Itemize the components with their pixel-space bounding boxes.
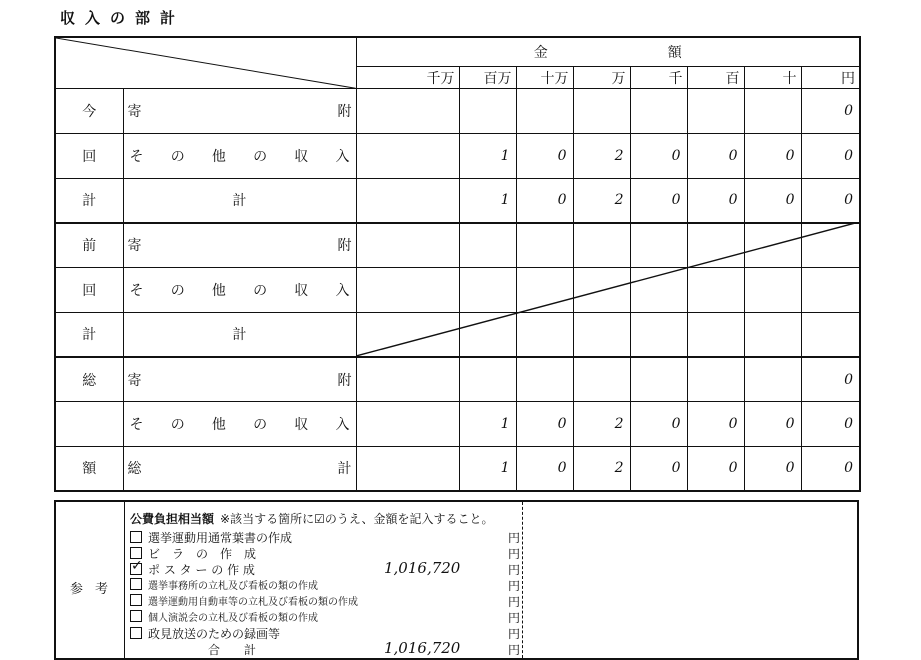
checkbox[interactable] <box>130 627 142 639</box>
reference-item-amount: 1,016,720 <box>384 559 461 577</box>
digit-cell: 0 <box>744 446 801 491</box>
reference-item-label: 選挙運動用通常葉書の作成 <box>148 531 293 545</box>
row-label-char: 入 <box>335 416 350 433</box>
digit-cell <box>687 268 744 313</box>
digit-cell <box>630 312 687 357</box>
digit-cell <box>687 312 744 357</box>
reference-side-label: 参考 <box>56 502 125 658</box>
digit-cell <box>356 446 459 491</box>
digit-cell: 0 <box>516 446 573 491</box>
digit-cell: 0 <box>516 133 573 178</box>
reference-item <box>126 545 522 561</box>
row-label <box>123 89 356 134</box>
checkbox[interactable] <box>130 578 142 590</box>
reference-item-label: 政見放送のための録画等 <box>148 627 281 641</box>
digit-cell <box>744 268 801 313</box>
digit-cell <box>356 178 459 223</box>
digit-cell <box>459 89 516 134</box>
digit-cell <box>744 312 801 357</box>
digit-cell <box>573 268 630 313</box>
reference-item <box>126 625 522 641</box>
digit-cell: 0 <box>630 133 687 178</box>
reference-item <box>126 561 522 577</box>
digit-cell <box>573 312 630 357</box>
yen-unit: 円 <box>507 595 520 609</box>
row-label <box>123 133 356 178</box>
digit-cell: 2 <box>573 178 630 223</box>
digit-cell: 0 <box>687 133 744 178</box>
row-label-left: 寄 <box>127 238 142 255</box>
row-label-right: 附 <box>337 372 352 389</box>
yen-unit: 円 <box>507 547 520 561</box>
reference-item-label: ポ ス タ ー の 作 成 <box>148 563 255 577</box>
row-label-char: の <box>170 148 185 165</box>
digit-cell: 0 <box>630 446 687 491</box>
unit-header-4: 千 <box>630 66 687 88</box>
section-0-group-char-2: 計 <box>55 178 123 223</box>
digit-cell <box>356 357 459 402</box>
header-diagonal-cell <box>55 37 356 89</box>
digit-cell <box>687 89 744 134</box>
checkbox[interactable] <box>130 531 142 543</box>
row-label-center: 計 <box>232 327 247 344</box>
digit-cell <box>459 268 516 313</box>
unit-header-3: 万 <box>573 66 630 88</box>
digit-cell: 1 <box>459 446 516 491</box>
row-label-char: 他 <box>211 282 226 299</box>
section-2-group-char-1 <box>55 402 123 447</box>
digit-cell: 2 <box>573 402 630 447</box>
reference-item <box>126 641 522 657</box>
digit-cell <box>687 357 744 402</box>
digit-cell: 0 <box>801 178 860 223</box>
reference-box <box>54 500 859 660</box>
digit-cell <box>459 223 516 268</box>
row-label-left: 総 <box>127 461 142 478</box>
row-label-right: 計 <box>337 461 352 478</box>
digit-cell <box>459 357 516 402</box>
amount-header: 金額 <box>356 37 860 66</box>
digit-cell: 1 <box>459 133 516 178</box>
reference-item <box>126 577 522 593</box>
row-label-char: そ <box>129 416 144 433</box>
section-1-group-char-1: 回 <box>55 268 123 313</box>
yen-unit: 円 <box>507 611 520 625</box>
digit-cell: 0 <box>801 133 860 178</box>
digit-cell: 0 <box>630 402 687 447</box>
digit-cell <box>630 89 687 134</box>
reference-item <box>126 593 522 609</box>
row-label-char: 収 <box>294 148 309 165</box>
checkbox[interactable] <box>130 610 142 622</box>
reference-heading: 公費負担相当額 ※該当する箇所に☑のうえ、金額を記入すること。 <box>130 512 494 526</box>
digit-cell: 0 <box>516 178 573 223</box>
digit-cell <box>801 268 860 313</box>
digit-cell: 0 <box>687 402 744 447</box>
row-label-right: 附 <box>337 238 352 255</box>
reference-item-amount: 1,016,720 <box>384 639 461 657</box>
digit-cell: 0 <box>630 178 687 223</box>
section-1-group-char-2: 計 <box>55 312 123 357</box>
digit-cell: 0 <box>801 402 860 447</box>
digit-cell: 0 <box>744 178 801 223</box>
row-label <box>123 446 356 491</box>
reference-item-label: ビ ラ の 作 成 <box>148 547 257 561</box>
digit-cell: 0 <box>516 402 573 447</box>
reference-item <box>126 609 522 625</box>
section-1-group-char-0: 前 <box>55 223 123 268</box>
digit-cell <box>744 89 801 134</box>
row-label-char: の <box>253 282 268 299</box>
reference-item-label: 選挙事務所の立札及び看板の類の作成 <box>148 581 318 592</box>
digit-cell: 0 <box>687 178 744 223</box>
row-label <box>123 357 356 402</box>
digit-cell <box>356 89 459 134</box>
digit-cell <box>573 357 630 402</box>
reference-body <box>126 502 523 658</box>
unit-header-2: 十万 <box>516 66 573 88</box>
digit-cell <box>573 89 630 134</box>
yen-unit: 円 <box>507 531 520 545</box>
row-label-char: の <box>253 416 268 433</box>
unit-header-7: 円 <box>801 66 860 88</box>
digit-cell <box>801 223 860 268</box>
digit-cell <box>516 312 573 357</box>
unit-header-0: 千万 <box>356 66 459 88</box>
yen-unit: 円 <box>507 579 520 593</box>
row-label-char: 収 <box>294 282 309 299</box>
unit-header-6: 十 <box>744 66 801 88</box>
digit-cell <box>516 223 573 268</box>
row-label <box>123 178 356 223</box>
digit-cell <box>516 268 573 313</box>
digit-cell <box>459 312 516 357</box>
yen-unit: 円 <box>507 643 520 657</box>
digit-cell: 2 <box>573 133 630 178</box>
row-label-char: 入 <box>335 148 350 165</box>
reference-item <box>126 529 522 545</box>
digit-cell: 0 <box>801 446 860 491</box>
income-table <box>54 36 861 492</box>
digit-cell: 0 <box>744 402 801 447</box>
digit-cell: 1 <box>459 178 516 223</box>
row-label-char: 他 <box>211 148 226 165</box>
section-0-group-char-1: 回 <box>55 133 123 178</box>
digit-cell <box>356 268 459 313</box>
reference-item-label: 選挙運動用自動車等の立札及び看板の類の作成 <box>148 597 358 608</box>
digit-cell: 0 <box>801 89 860 134</box>
row-label-char: 収 <box>294 416 309 433</box>
section-0-group-char-0: 今 <box>55 89 123 134</box>
digit-cell <box>356 133 459 178</box>
digit-cell <box>356 402 459 447</box>
checkbox[interactable] <box>130 594 142 606</box>
row-label <box>123 402 356 447</box>
digit-cell <box>687 223 744 268</box>
yen-unit: 円 <box>507 563 520 577</box>
row-label-char: の <box>253 148 268 165</box>
row-label-char: 他 <box>211 416 226 433</box>
row-label-right: 附 <box>337 104 352 121</box>
row-label <box>123 312 356 357</box>
row-label-char: 入 <box>335 282 350 299</box>
digit-cell: 2 <box>573 446 630 491</box>
digit-cell <box>630 223 687 268</box>
digit-cell: 1 <box>459 402 516 447</box>
digit-cell <box>356 223 459 268</box>
row-label-char: の <box>170 416 185 433</box>
digit-cell <box>356 312 459 357</box>
unit-header-5: 百 <box>687 66 744 88</box>
row-label-left: 寄 <box>127 104 142 121</box>
reference-item-label: 個人演説会の立札及び看板の類の作成 <box>148 613 318 624</box>
row-label <box>123 223 356 268</box>
digit-cell <box>744 223 801 268</box>
section-2-group-char-2: 額 <box>55 446 123 491</box>
checkbox[interactable] <box>130 563 142 575</box>
row-label-center: 計 <box>232 193 247 210</box>
unit-header-1: 百万 <box>459 66 516 88</box>
digit-cell <box>630 268 687 313</box>
row-label-char: そ <box>129 282 144 299</box>
digit-cell <box>516 357 573 402</box>
digit-cell <box>573 223 630 268</box>
row-label-char: そ <box>129 148 144 165</box>
digit-cell <box>744 357 801 402</box>
yen-unit: 円 <box>507 627 520 641</box>
row-label-char: の <box>170 282 185 299</box>
row-label <box>123 268 356 313</box>
section-2-group-char-0: 総 <box>55 357 123 402</box>
reference-item-label: 合 計 <box>208 643 257 657</box>
digit-cell: 0 <box>687 446 744 491</box>
digit-cell <box>801 312 860 357</box>
digit-cell: 0 <box>801 357 860 402</box>
digit-cell <box>516 89 573 134</box>
digit-cell: 0 <box>744 133 801 178</box>
row-label-left: 寄 <box>127 372 142 389</box>
digit-cell <box>630 357 687 402</box>
page-title: 収入の部計 <box>60 9 186 27</box>
